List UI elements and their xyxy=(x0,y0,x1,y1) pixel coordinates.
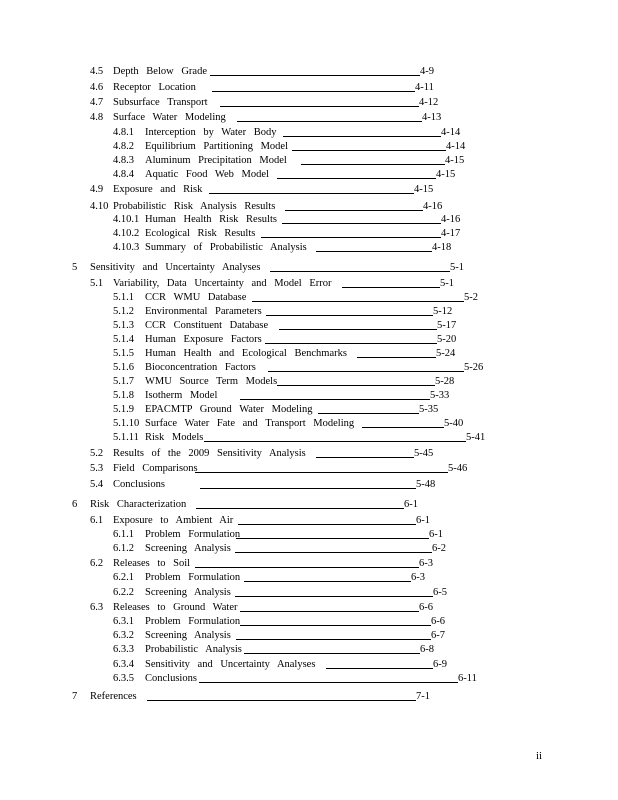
toc-leader-line xyxy=(277,385,435,386)
toc-entry[interactable] xyxy=(0,168,618,181)
toc-entry-page: 5-28 xyxy=(435,376,455,387)
toc-entry-title: Subsurface Transport xyxy=(113,97,208,108)
toc-entry-page: 5-24 xyxy=(436,348,456,359)
toc-entry-page: 4-15 xyxy=(414,184,434,195)
toc-entry[interactable] xyxy=(0,213,618,226)
toc-entry-page: 4-15 xyxy=(445,155,465,166)
toc-entry-title: CCR WMU Database xyxy=(145,292,247,303)
toc-entry-number: 6.1.2 xyxy=(113,543,134,554)
toc-entry-number: 4.8.4 xyxy=(113,169,134,180)
toc-leader-line xyxy=(277,178,436,179)
toc-entry-page: 6-1 xyxy=(429,529,443,540)
toc-leader-line xyxy=(236,538,429,539)
toc-entry[interactable] xyxy=(0,586,618,599)
toc-entry-title: Surface Water Fate and Transport Modeling xyxy=(145,418,355,429)
toc-entry-number: 5.3 xyxy=(90,463,104,474)
toc-entry-title: Probabilistic Analysis xyxy=(145,644,242,655)
toc-leader-line xyxy=(318,413,419,414)
toc-entry[interactable] xyxy=(0,111,618,124)
toc-entry-title: Aquatic Food Web Model xyxy=(145,169,269,180)
toc-entry-title: Screening Analysis xyxy=(145,587,231,598)
toc-entry-title: Releases to Soil xyxy=(113,558,191,569)
toc-leader-line xyxy=(316,457,414,458)
toc-entry-number: 4.6 xyxy=(90,82,104,93)
toc-entry-number: 4.10.2 xyxy=(113,228,140,239)
toc-entry-number: 6.2.2 xyxy=(113,587,134,598)
toc-entry[interactable] xyxy=(0,658,618,671)
toc-entry-page: 4-17 xyxy=(441,228,461,239)
toc-entry-number: 5.1.3 xyxy=(113,320,134,331)
toc-entry-page: 4-16 xyxy=(441,214,461,225)
toc-entry[interactable] xyxy=(0,557,618,570)
toc-leader-line xyxy=(210,75,420,76)
toc-entry-number: 6.1.1 xyxy=(113,529,134,540)
toc-entry-page: 4-14 xyxy=(446,141,466,152)
toc-leader-line xyxy=(285,210,423,211)
toc-entry-number: 5 xyxy=(72,262,78,273)
toc-entry-title: Field Comparisons xyxy=(113,463,198,474)
toc-entry-number: 5.1.4 xyxy=(113,334,134,345)
toc-entry-page: 5-33 xyxy=(430,390,450,401)
toc-entry-number: 4.9 xyxy=(90,184,104,195)
toc-entry-number: 6 xyxy=(72,499,78,510)
toc-leader-line xyxy=(326,668,433,669)
toc-leader-line xyxy=(220,106,419,107)
toc-entry-title: Surface Water Modeling xyxy=(113,112,226,123)
toc-entry-number: 6.3.2 xyxy=(113,630,134,641)
toc-entry[interactable] xyxy=(0,478,618,491)
toc-entry-page: 5-46 xyxy=(448,463,468,474)
toc-entry-page: 6-1 xyxy=(404,499,418,510)
toc-entry[interactable] xyxy=(0,319,618,332)
toc-entry-title: Variability, Data Uncertainty and Model Error xyxy=(113,278,332,289)
toc-entry-title: References xyxy=(90,691,137,702)
toc-entry-page: 7-1 xyxy=(416,691,430,702)
toc-entry-number: 5.1.7 xyxy=(113,376,134,387)
toc-entry-number: 6.3.5 xyxy=(113,673,134,684)
toc-leader-line xyxy=(209,193,414,194)
toc-entry[interactable] xyxy=(0,528,618,541)
toc-leader-line xyxy=(199,682,458,683)
toc-leader-line xyxy=(268,371,464,372)
toc-leader-line xyxy=(147,700,416,701)
toc-entry-page: 6-6 xyxy=(419,602,433,613)
toc-entry-number: 4.8.1 xyxy=(113,127,134,138)
toc-leader-line xyxy=(235,552,432,553)
toc-entry[interactable] xyxy=(0,389,618,402)
toc-entry-number: 4.10.1 xyxy=(113,214,140,225)
toc-entry[interactable] xyxy=(0,672,618,685)
toc-leader-line xyxy=(200,488,416,489)
toc-entry-title: Equilibrium Partitioning Model xyxy=(145,141,288,152)
toc-entry-page: 4-13 xyxy=(422,112,442,123)
toc-entry-number: 5.1.9 xyxy=(113,404,134,415)
toc-entry-page: 6-5 xyxy=(433,587,447,598)
toc-entry-number: 5.2 xyxy=(90,448,104,459)
toc-entry[interactable] xyxy=(0,227,618,240)
toc-entry-title: Probabilistic Risk Analysis Results xyxy=(113,201,276,212)
toc-entry-number: 4.7 xyxy=(90,97,104,108)
toc-entry-page: 5-17 xyxy=(437,320,457,331)
toc-entry-page: 6-2 xyxy=(432,543,446,554)
toc-leader-line xyxy=(279,329,437,330)
toc-entry-title: Conclusions xyxy=(145,673,197,684)
toc-entry-page: 5-48 xyxy=(416,479,436,490)
toc-entry[interactable] xyxy=(0,514,618,527)
toc-entry[interactable] xyxy=(0,200,618,213)
toc-entry[interactable] xyxy=(0,140,618,153)
toc-entry-page: 5-1 xyxy=(450,262,464,273)
toc-entry[interactable] xyxy=(0,96,618,109)
toc-entry[interactable] xyxy=(0,183,618,196)
toc-entry-number: 4.8 xyxy=(90,112,104,123)
toc-entry-page: 5-12 xyxy=(433,306,453,317)
toc-leader-line xyxy=(342,287,440,288)
toc-entry-title: Interception by Water Body xyxy=(145,127,277,138)
toc-entry-title: EPACMTP Ground Water Modeling xyxy=(145,404,313,415)
toc-entry-page: 6-8 xyxy=(420,644,434,655)
toc-entry-title: Bioconcentration Factors xyxy=(145,362,256,373)
toc-entry-number: 6.1 xyxy=(90,515,104,526)
toc-entry-title: Human Exposure Factors xyxy=(145,334,262,345)
toc-entry-number: 4.10 xyxy=(90,201,109,212)
toc-entry-number: 4.8.2 xyxy=(113,141,134,152)
toc-entry-title: Human Health Risk Results xyxy=(145,214,277,225)
toc-entry-page: 4-15 xyxy=(436,169,456,180)
toc-entry-page: 6-9 xyxy=(433,659,447,670)
toc-entry[interactable] xyxy=(0,542,618,555)
toc-entry[interactable] xyxy=(0,417,618,430)
toc-entry[interactable] xyxy=(0,462,618,475)
toc-entry[interactable] xyxy=(0,601,618,614)
toc-entry-number: 4.5 xyxy=(90,66,104,77)
toc-entry[interactable] xyxy=(0,305,618,318)
toc-entry-number: 5.1.6 xyxy=(113,362,134,373)
toc-entry-page: 4-14 xyxy=(441,127,461,138)
toc-entry[interactable] xyxy=(0,403,618,416)
toc-entry-number: 5.4 xyxy=(90,479,104,490)
toc-entry-title: Sensitivity and Uncertainty Analyses xyxy=(145,659,316,670)
toc-entry-page: 5-41 xyxy=(466,432,486,443)
toc-leader-line xyxy=(204,441,466,442)
toc-entry-page: 6-3 xyxy=(411,572,425,583)
toc-entry-page: 4-9 xyxy=(420,66,434,77)
toc-entry[interactable] xyxy=(0,277,618,290)
toc-entry-page: 5-26 xyxy=(464,362,484,373)
toc-entry-page: 4-18 xyxy=(432,242,452,253)
toc-leader-line xyxy=(195,472,448,473)
toc-entry-title: Conclusions xyxy=(113,479,165,490)
toc-entry-number: 4.8.3 xyxy=(113,155,134,166)
toc-entry-page: 6-3 xyxy=(419,558,433,569)
toc-entry-page: 6-1 xyxy=(416,515,430,526)
toc-entry-page: 5-35 xyxy=(419,404,439,415)
toc-leader-line xyxy=(316,251,432,252)
toc-entry[interactable] xyxy=(0,241,618,254)
toc-leader-line xyxy=(244,653,420,654)
toc-entry-page: 5-20 xyxy=(437,334,457,345)
toc-entry-number: 4.10.3 xyxy=(113,242,140,253)
toc-entry-page: 4-12 xyxy=(419,97,439,108)
toc-entry[interactable] xyxy=(0,65,618,78)
toc-entry-title: Screening Analysis xyxy=(145,630,231,641)
toc-entry-page: 5-1 xyxy=(440,278,454,289)
toc-entry-number: 6.2.1 xyxy=(113,572,134,583)
toc-entry-title: CCR Constituent Database xyxy=(145,320,269,331)
toc-leader-line xyxy=(235,596,433,597)
page-number: ii xyxy=(536,750,543,762)
toc-entry[interactable] xyxy=(0,154,618,167)
toc-entry-number: 6.3.4 xyxy=(113,659,134,670)
toc-entry-page: 5-45 xyxy=(414,448,434,459)
toc-entry-title: Problem Formulation xyxy=(145,616,241,627)
toc-entry[interactable] xyxy=(0,291,618,304)
toc-leader-line xyxy=(196,508,404,509)
toc-entry-title: Depth Below Grade xyxy=(113,66,207,77)
toc-entry[interactable] xyxy=(0,498,618,511)
toc-leader-line xyxy=(240,625,431,626)
toc-entry-title: Aluminum Precipitation Model xyxy=(145,155,287,166)
toc-entry-page: 6-6 xyxy=(431,616,445,627)
toc-entry-number: 6.3.3 xyxy=(113,644,134,655)
toc-entry-number: 5.1.11 xyxy=(113,432,139,443)
toc-leader-line xyxy=(195,567,419,568)
toc-entry[interactable] xyxy=(0,81,618,94)
toc-entry-number: 6.3 xyxy=(90,602,104,613)
toc-leader-line xyxy=(301,164,445,165)
toc-entry[interactable] xyxy=(0,347,618,360)
toc-entry[interactable] xyxy=(0,571,618,584)
toc-entry-number: 5.1 xyxy=(90,278,104,289)
toc-entry-page: 6-11 xyxy=(458,673,477,684)
toc-entry-page: 4-11 xyxy=(415,82,434,93)
toc-leader-line xyxy=(240,611,419,612)
toc-entry-title: Problem Formulation xyxy=(145,529,241,540)
toc-entry-title: Exposure to Ambient Air xyxy=(113,515,234,526)
toc-leader-line xyxy=(212,91,415,92)
toc-entry[interactable] xyxy=(0,375,618,388)
toc-entry-title: Environmental Parameters xyxy=(145,306,262,317)
toc-entry-title: WMU Source Term Models xyxy=(145,376,278,387)
toc-entry-page: 5-40 xyxy=(444,418,464,429)
toc-entry-title: Ecological Risk Results xyxy=(145,228,256,239)
toc-leader-line xyxy=(240,399,430,400)
toc-entry-number: 6.2 xyxy=(90,558,104,569)
toc-entry-number: 5.1.5 xyxy=(113,348,134,359)
toc-leader-line xyxy=(238,524,416,525)
toc-leader-line xyxy=(237,121,422,122)
toc-entry-title: Problem Formulation xyxy=(145,572,241,583)
toc-entry[interactable] xyxy=(0,615,618,628)
toc-entry-title: Releases to Ground Water xyxy=(113,602,238,613)
toc-entry-title: Summary of Probabilistic Analysis xyxy=(145,242,307,253)
toc-entry-number: 5.1.10 xyxy=(113,418,140,429)
toc-entry[interactable] xyxy=(0,447,618,460)
toc-entry-number: 5.1.2 xyxy=(113,306,134,317)
toc-entry-title: Screening Analysis xyxy=(145,543,231,554)
toc-entry-page: 6-7 xyxy=(431,630,445,641)
toc-entry-title: Results of the 2009 Sensitivity Analysis xyxy=(113,448,306,459)
toc-leader-line xyxy=(283,136,441,137)
toc-entry-title: Sensitivity and Uncertainty Analyses xyxy=(90,262,261,273)
toc-entry[interactable] xyxy=(0,261,618,274)
toc-entry-title: Human Health and Ecological Benchmarks xyxy=(145,348,347,359)
toc-leader-line xyxy=(252,301,464,302)
toc-entry-number: 5.1.8 xyxy=(113,390,134,401)
toc-leader-line xyxy=(266,315,433,316)
toc-leader-line xyxy=(244,581,411,582)
toc-entry-number: 5.1.1 xyxy=(113,292,134,303)
toc-leader-line xyxy=(236,639,431,640)
toc-leader-line xyxy=(261,237,441,238)
toc-entry[interactable] xyxy=(0,333,618,346)
toc-entry-page: 5-2 xyxy=(464,292,478,303)
toc-entry-number: 6.3.1 xyxy=(113,616,134,627)
toc-leader-line xyxy=(282,223,441,224)
toc-leader-line xyxy=(270,271,450,272)
toc-entry[interactable] xyxy=(0,361,618,374)
toc-entry[interactable] xyxy=(0,126,618,139)
toc-leader-line xyxy=(292,150,446,151)
toc-entry[interactable] xyxy=(0,431,618,444)
toc-entry[interactable] xyxy=(0,629,618,642)
toc-entry-title: Risk Models xyxy=(145,432,204,443)
toc-entry[interactable] xyxy=(0,690,618,703)
toc-leader-line xyxy=(362,427,444,428)
toc-entry-title: Exposure and Risk xyxy=(113,184,203,195)
toc-entry-title: Risk Characterization xyxy=(90,499,187,510)
toc-entry-title: Receptor Location xyxy=(113,82,196,93)
toc-leader-line xyxy=(265,343,437,344)
toc-entry-number: 7 xyxy=(72,691,78,702)
toc-entry-page: 4-16 xyxy=(423,201,443,212)
toc-leader-line xyxy=(357,357,436,358)
toc-entry[interactable] xyxy=(0,643,618,656)
toc-entry-title: Isotherm Model xyxy=(145,390,218,401)
